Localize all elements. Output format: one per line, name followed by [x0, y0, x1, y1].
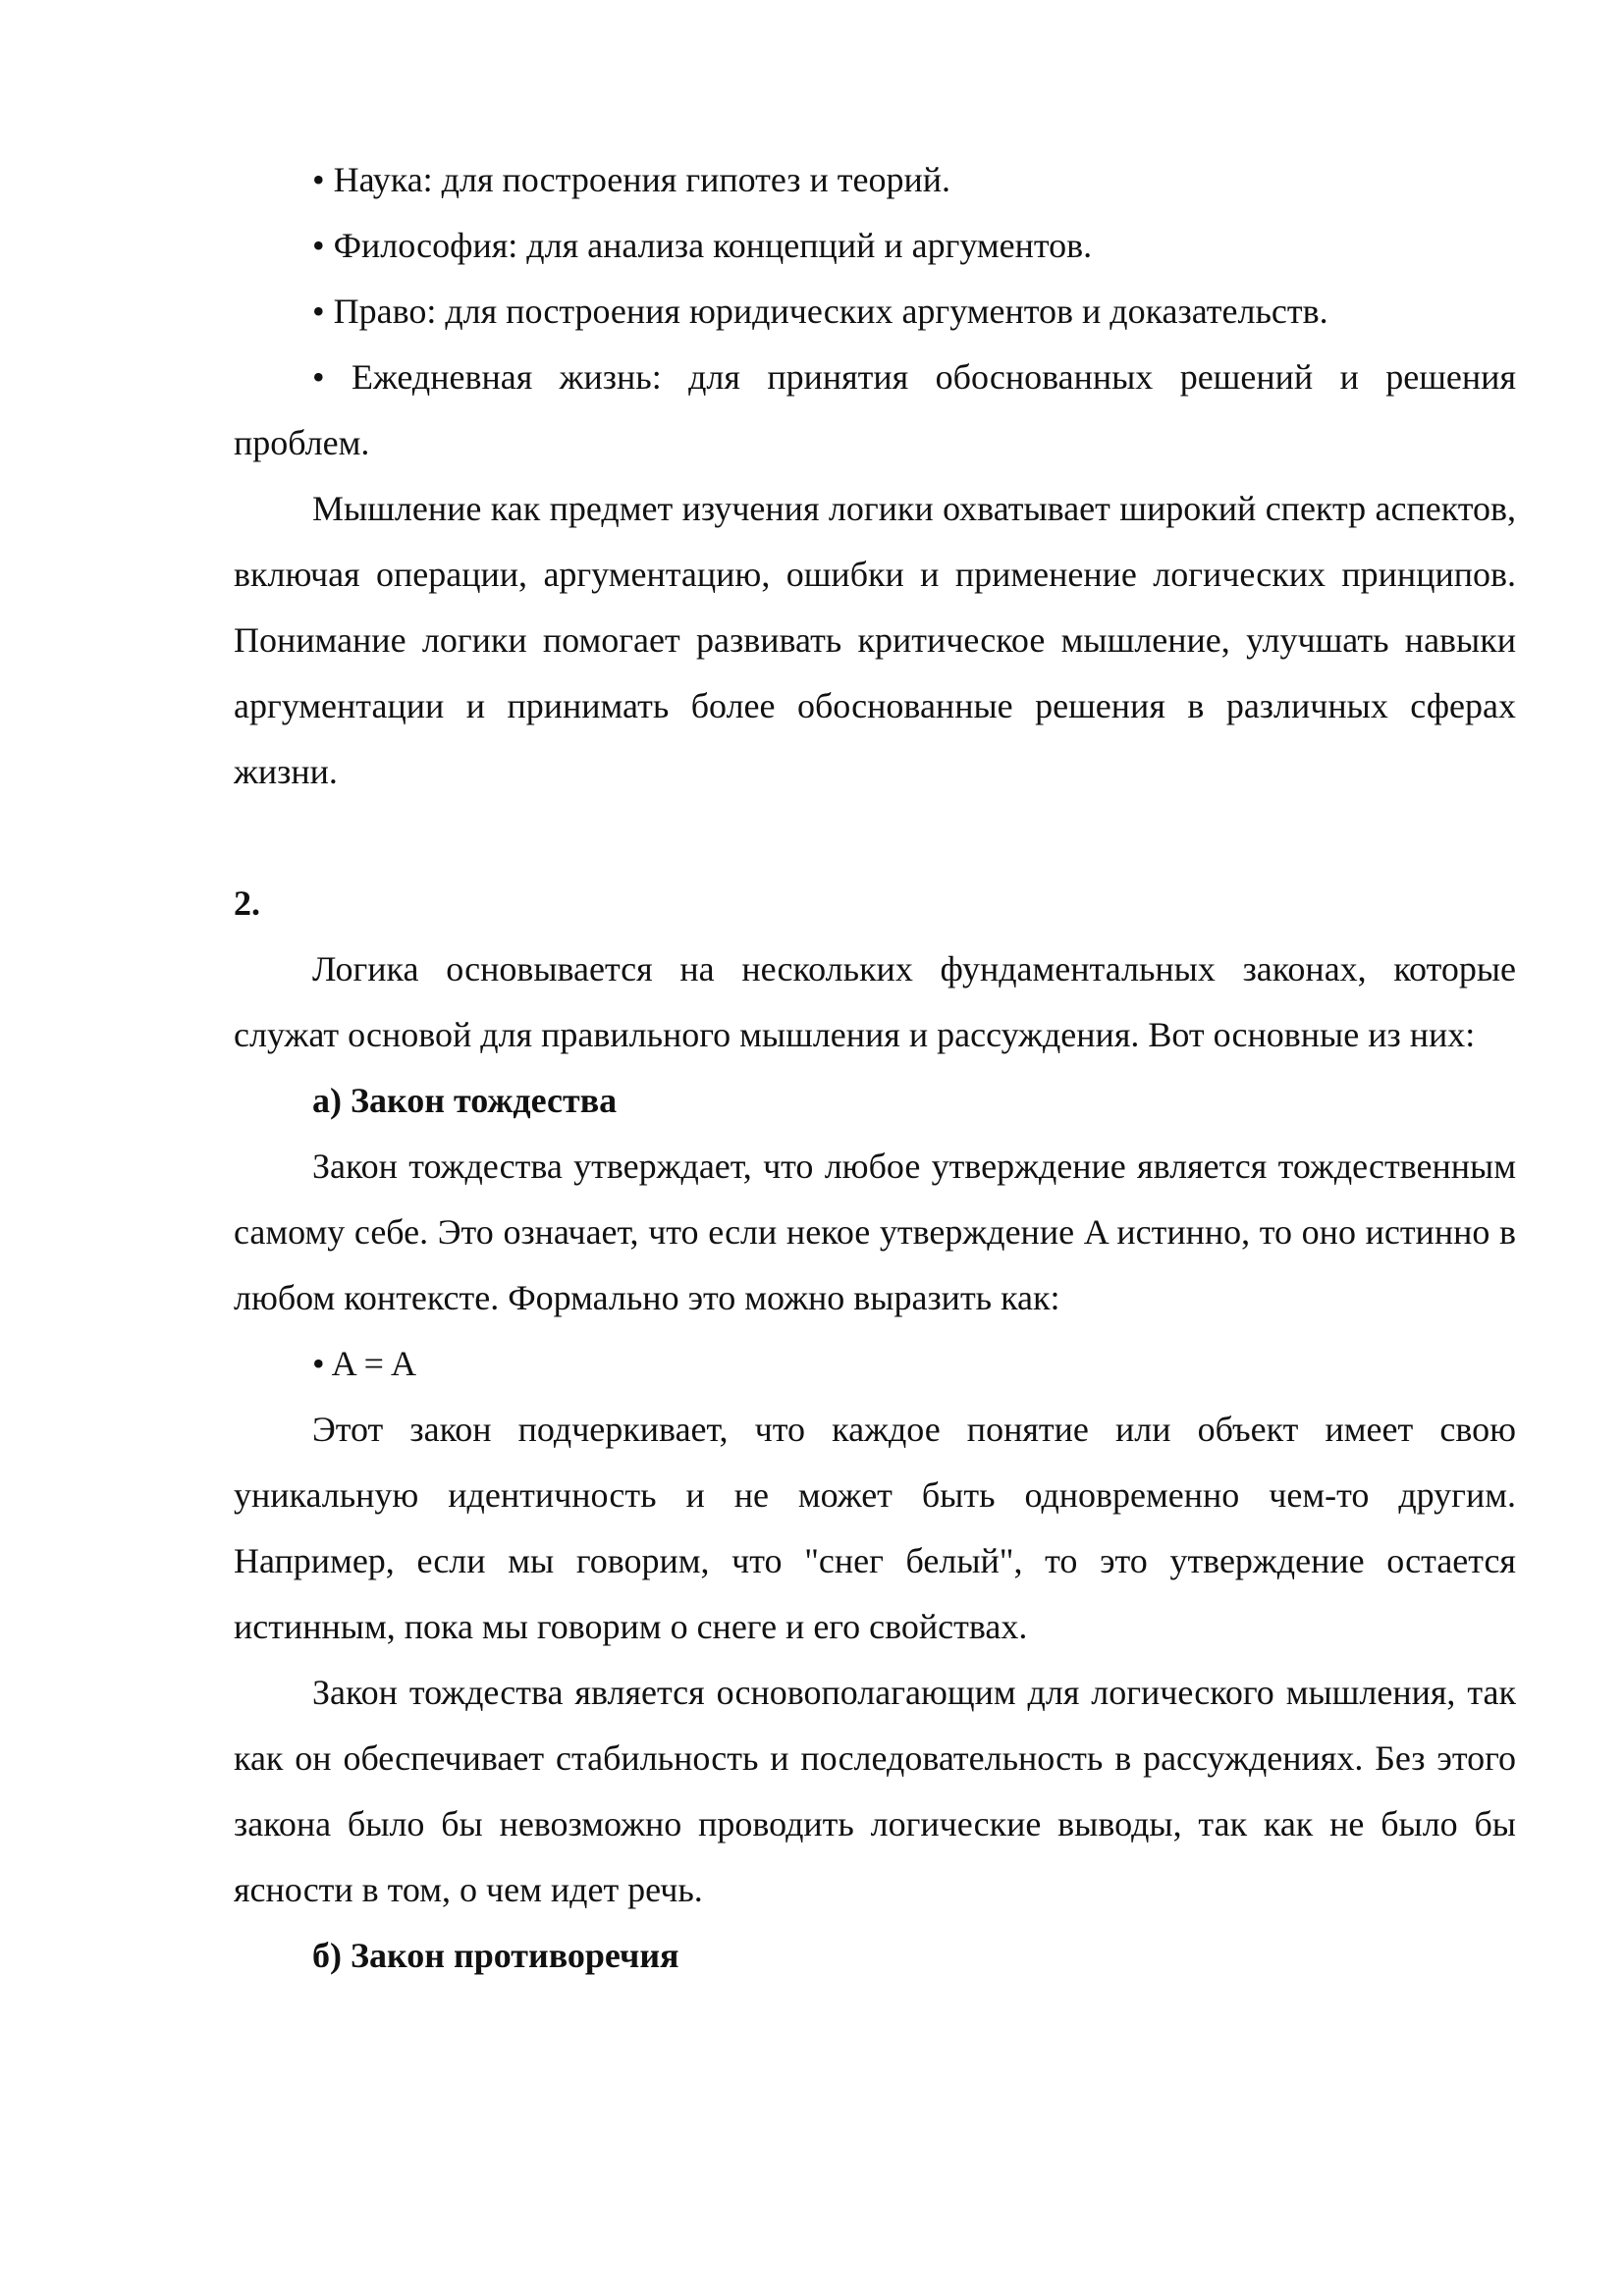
section-intro: Логика основывается на нескольких фундаментальных законах, которые служат основой для правильного мышления и рассуждения. Вот основные из них: — [234, 949, 1516, 1054]
law-identity-paragraph-1: Закон тождества утверждает, что любое утверждение является тождественным самому себе. Это означает, что если некое утверждение A истинно, то оно истинно в любом контексте. Формально это можно выразить как: — [234, 1147, 1516, 1317]
bullet-philosophy: • Философия: для анализа концепций и аргументов. — [312, 226, 1093, 265]
law-identity-formula: • A = A — [312, 1344, 416, 1383]
paragraph-thinking: Мышление как предмет изучения логики охватывает широкий спектр аспектов, включая операции, аргументацию, ошибки и применение логических принципов. Понимание логики помогает развивать критическое мышление, улучшать навыки аргументации и принимать более обоснованные решения в различных сферах жизни. — [234, 489, 1516, 791]
section-number: 2. — [234, 883, 260, 923]
document-page — [234, 147, 1516, 1989]
law-contradiction-heading: б) Закон противоречия — [312, 1936, 679, 1975]
law-identity-heading: а) Закон тождества — [312, 1081, 618, 1120]
bullet-daily-life: • Ежедневная жизнь: для принятия обоснованных решений и решения проблем. — [234, 357, 1516, 462]
law-identity-paragraph-3: Закон тождества является основополагающим для логического мышления, так как он обеспечивает стабильность и последовательность в рассуждениях. Без этого закона было бы невозможно проводить логические выводы, так как не было бы ясности в том, о чем идет речь. — [234, 1673, 1516, 1909]
bullet-law: • Право: для построения юридических аргументов и доказательств. — [312, 292, 1328, 331]
law-identity-paragraph-2: Этот закон подчеркивает, что каждое понятие или объект имеет свою уникальную идентичность и не может быть одновременно чем-то другим. Например, если мы говорим, что "снег белый", то это утверждение остается истинным, пока мы говорим о снеге и его свойствах. — [234, 1410, 1516, 1646]
bullet-science: • Наука: для построения гипотез и теорий. — [312, 160, 951, 199]
